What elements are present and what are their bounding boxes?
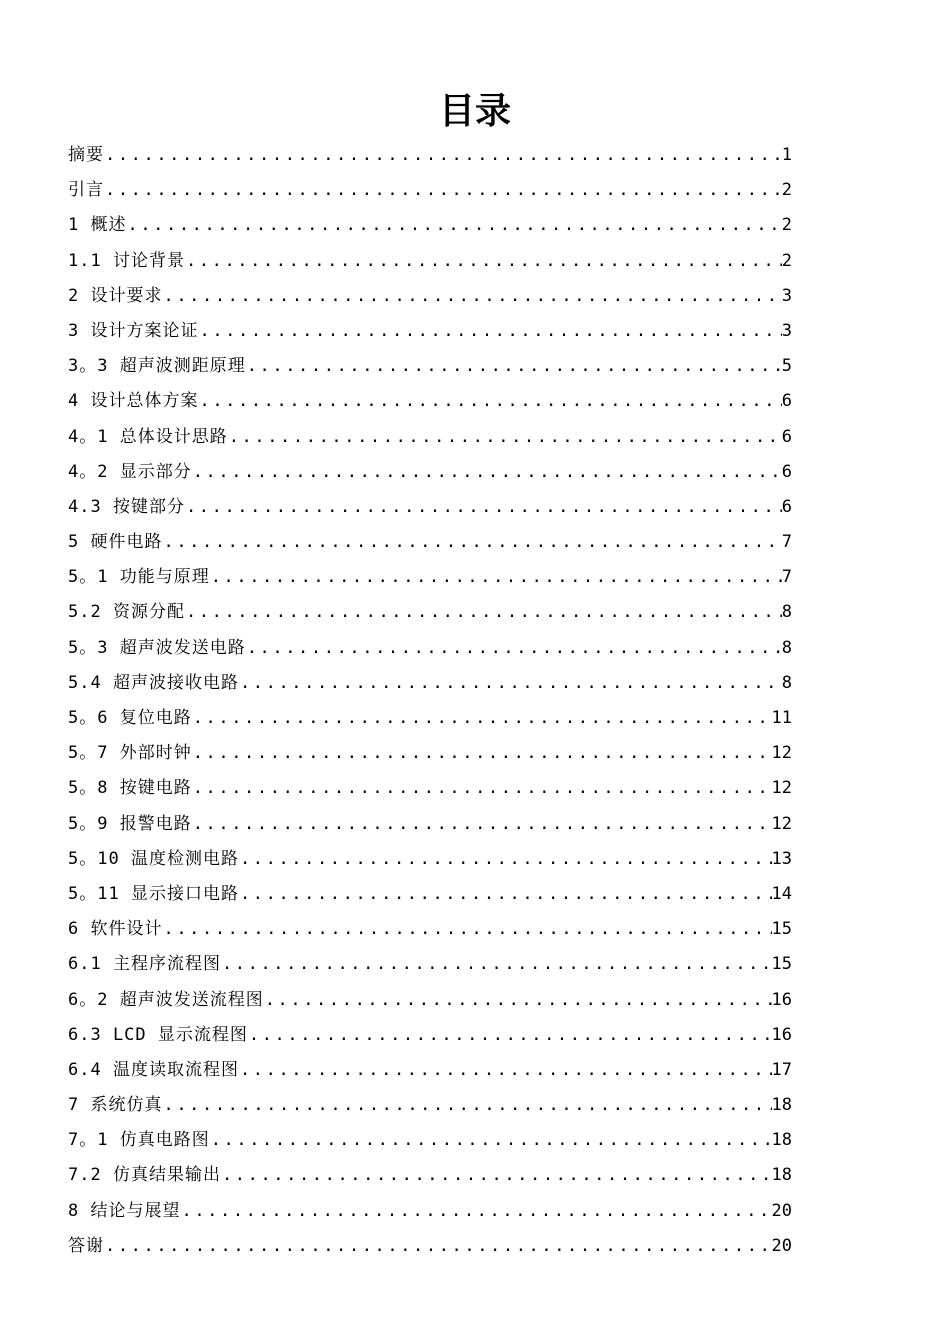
toc-entry-label: 5。1 功能与原理 xyxy=(68,567,210,588)
dot-leader xyxy=(198,384,781,419)
toc-entry-page-number: 18 xyxy=(771,1165,792,1186)
toc-entry-page-number: 13 xyxy=(771,848,792,869)
toc-entry-page-number: 16 xyxy=(771,989,792,1010)
toc-entry-page-number: 8 xyxy=(781,602,792,623)
toc-entry-label: 5.2 资源分配 xyxy=(68,602,185,623)
toc-entry[interactable] xyxy=(68,1018,792,1053)
toc-entry[interactable] xyxy=(68,1088,792,1123)
toc-entry-label: 7。1 仿真电路图 xyxy=(68,1130,210,1151)
toc-entry[interactable] xyxy=(68,701,792,736)
toc-entry-label: 3 设计方案论证 xyxy=(68,320,199,341)
toc-entry[interactable] xyxy=(68,771,792,806)
toc-entry-page-number: 18 xyxy=(771,1130,792,1151)
toc-entry[interactable] xyxy=(68,877,792,912)
dot-leader xyxy=(162,525,781,560)
toc-entry[interactable] xyxy=(68,525,792,560)
toc-entry-page-number: 8 xyxy=(781,672,792,693)
toc-entry[interactable] xyxy=(68,1229,792,1264)
toc-entry-page-number: 20 xyxy=(771,1235,792,1256)
toc-entry-page-number: 16 xyxy=(771,1024,792,1045)
toc-entry[interactable] xyxy=(68,631,792,666)
dot-leader xyxy=(185,595,782,630)
toc-title: 目录 xyxy=(438,91,511,132)
toc-entry[interactable] xyxy=(68,384,792,419)
dot-leader xyxy=(185,244,782,279)
dot-leader xyxy=(246,349,782,384)
toc-entry-page-number: 3 xyxy=(781,285,792,306)
dot-leader xyxy=(246,631,782,666)
toc-entry[interactable] xyxy=(68,1158,792,1193)
toc-entry-page-number: 6 xyxy=(781,496,792,517)
toc-entry-page-number: 8 xyxy=(781,637,792,658)
dot-leader xyxy=(104,1229,772,1264)
toc-entry-page-number: 6 xyxy=(781,461,792,482)
dot-leader xyxy=(192,771,772,806)
toc-entry-page-number: 15 xyxy=(771,954,792,975)
toc-entry[interactable] xyxy=(68,244,792,279)
toc-entry-page-number: 6 xyxy=(781,391,792,412)
toc-entry-page-number: 2 xyxy=(781,180,792,201)
toc-entry-page-number: 6 xyxy=(781,426,792,447)
dot-leader xyxy=(104,138,782,173)
toc-entry-label: 摘要 xyxy=(68,145,104,165)
toc-entry-label: 5。10 温度检测电路 xyxy=(68,848,239,869)
toc-entry-page-number: 14 xyxy=(771,883,792,904)
toc-entry[interactable] xyxy=(68,807,792,842)
toc-entry-label: 5 硬件电路 xyxy=(68,532,163,553)
dot-leader xyxy=(198,314,781,349)
toc-entry[interactable] xyxy=(68,314,792,349)
toc-entry-label: 5。3 超声波发送电路 xyxy=(68,637,246,658)
toc-entry-page-number: 2 xyxy=(781,215,792,236)
toc-entry[interactable] xyxy=(68,983,792,1018)
toc-entry-label: 2 设计要求 xyxy=(68,285,163,306)
toc-entry[interactable] xyxy=(68,912,792,947)
dot-leader xyxy=(264,983,772,1018)
toc-entry-page-number: 7 xyxy=(781,567,792,588)
dot-leader xyxy=(192,807,772,842)
toc-entry[interactable] xyxy=(68,947,792,982)
toc-entry-page-number: 18 xyxy=(771,1095,792,1116)
toc-entry-label: 7.2 仿真结果输出 xyxy=(68,1165,221,1186)
toc-entry[interactable] xyxy=(68,490,792,525)
toc-entry-page-number: 15 xyxy=(771,919,792,940)
toc-entry[interactable] xyxy=(68,138,792,173)
toc-entry-page-number: 12 xyxy=(771,813,792,834)
toc-entry-label: 6。2 超声波发送流程图 xyxy=(68,989,264,1010)
dot-leader xyxy=(162,1088,771,1123)
toc-entry-label: 4 设计总体方案 xyxy=(68,391,199,412)
toc-entry-label: 5。6 复位电路 xyxy=(68,708,192,728)
dot-leader xyxy=(239,877,772,912)
toc-entry-label: 6.3 LCD 显示流程图 xyxy=(68,1024,248,1045)
dot-leader xyxy=(126,208,781,243)
toc-entry[interactable] xyxy=(68,208,792,243)
toc-entry[interactable] xyxy=(68,736,792,771)
dot-leader xyxy=(221,947,772,982)
toc-entry[interactable] xyxy=(68,349,792,384)
toc-entry[interactable] xyxy=(68,173,792,208)
toc-entry-label: 1 概述 xyxy=(68,215,127,236)
toc-entry-label: 引言 xyxy=(68,180,104,201)
toc-entry-page-number: 20 xyxy=(771,1200,792,1221)
toc-entry-label: 6 软件设计 xyxy=(68,919,163,940)
toc-entry[interactable] xyxy=(68,842,792,877)
toc-entry-label: 答谢 xyxy=(68,1235,104,1256)
toc-entry-label: 4。2 显示部分 xyxy=(68,461,192,482)
toc-entry-label: 5.4 超声波接收电路 xyxy=(68,672,239,693)
toc-entry-page-number: 2 xyxy=(781,250,792,271)
toc-entry[interactable] xyxy=(68,1123,792,1158)
toc-entry[interactable] xyxy=(68,666,792,701)
dot-leader xyxy=(162,279,781,314)
toc-entry-page-number: 1 xyxy=(781,145,792,165)
toc-entry-label: 6.1 主程序流程图 xyxy=(68,954,221,975)
dot-leader xyxy=(228,420,782,455)
toc-entry-label: 4.3 按键部分 xyxy=(68,496,185,517)
toc-entry-label: 3。3 超声波测距原理 xyxy=(68,356,246,377)
toc-entry-label: 6.4 温度读取流程图 xyxy=(68,1059,239,1080)
toc-entry[interactable] xyxy=(68,420,792,455)
table-of-contents xyxy=(68,138,792,1264)
toc-entry[interactable] xyxy=(68,595,792,630)
toc-entry-page-number: 5 xyxy=(781,356,792,377)
dot-leader xyxy=(210,1123,772,1158)
dot-leader xyxy=(104,173,782,208)
dot-leader xyxy=(192,455,782,490)
toc-entry-page-number: 17 xyxy=(771,1059,792,1080)
toc-entry[interactable] xyxy=(68,1194,792,1229)
dot-leader xyxy=(221,1158,772,1193)
toc-entry-page-number: 3 xyxy=(781,320,792,341)
toc-entry-label: 5。7 外部时钟 xyxy=(68,743,192,764)
toc-entry[interactable] xyxy=(68,455,792,490)
toc-entry-label: 7 系统仿真 xyxy=(68,1095,163,1116)
dot-leader xyxy=(162,912,771,947)
toc-entry-label: 5。9 报警电路 xyxy=(68,813,192,834)
toc-entry-label: 5。11 显示接口电路 xyxy=(68,883,239,904)
dot-leader xyxy=(239,1053,772,1088)
toc-entry-page-number: 12 xyxy=(771,743,792,764)
dot-leader xyxy=(210,560,782,595)
toc-entry-page-number: 11 xyxy=(771,708,792,728)
dot-leader xyxy=(239,666,782,701)
dot-leader xyxy=(185,490,782,525)
toc-entry-page-number: 7 xyxy=(781,532,792,553)
dot-leader xyxy=(248,1018,772,1053)
toc-entry-label: 4。1 总体设计思路 xyxy=(68,426,228,447)
toc-entry-label: 1.1 讨论背景 xyxy=(68,250,185,271)
dot-leader xyxy=(192,701,772,736)
toc-entry[interactable] xyxy=(68,560,792,595)
dot-leader xyxy=(180,1194,771,1229)
toc-entry-page-number: 12 xyxy=(771,778,792,799)
toc-entry-label: 5。8 按键电路 xyxy=(68,778,192,799)
toc-entry[interactable] xyxy=(68,279,792,314)
toc-entry-label: 8 结论与展望 xyxy=(68,1200,181,1221)
dot-leader xyxy=(192,736,772,771)
toc-entry[interactable] xyxy=(68,1053,792,1088)
dot-leader xyxy=(239,842,772,877)
